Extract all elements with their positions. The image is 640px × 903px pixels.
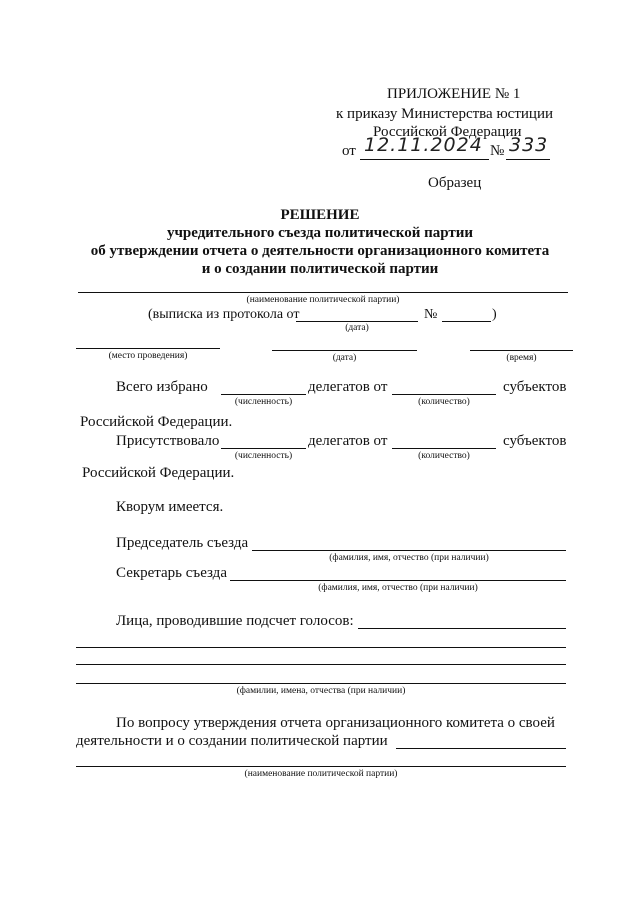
order-date-line [360,159,489,160]
present-continuation: Российской Федерации. [82,465,235,481]
place-line [76,348,220,349]
elected-count-caption: (численность) [234,397,293,407]
sample-label: Образец [428,175,482,191]
vote-counters-line-0 [358,628,566,629]
elected-count-line [221,394,306,395]
vote-counters-caption: (фамилии, имена, отчества (при наличии) [236,686,406,696]
protocol-number-line [442,321,491,322]
vote-counters-line-1 [76,647,566,648]
elected-subjects-line [392,394,496,395]
protocol-extract-label: (выписка из протокола от [148,307,300,322]
place-caption: (место проведения) [108,351,188,361]
order-date-label: от [342,143,356,159]
order-number-label: № [490,143,505,159]
protocol-date-caption: (дата) [345,323,369,333]
present-count-caption: (численность) [234,451,293,461]
party-name-line [78,292,568,293]
elected-delegates-from: делегатов от [308,379,388,395]
decision-subtitle-3: и о создании политической партии [201,261,439,277]
elected-subjects-word: субъектов [503,379,567,395]
chairman-label: Председатель съезда [116,535,249,551]
protocol-date-line [296,321,418,322]
protocol-number-label: № [424,307,438,322]
question-line-1: По вопросу утверждения отчета организационного комитета о своей [116,715,555,731]
meeting-date-line [272,350,417,351]
secretary-label: Секретарь съезда [116,565,227,581]
question-party-caption: (наименование политической партии) [244,769,398,779]
vote-counters-line-2 [76,664,566,665]
present-delegates-from: делегатов от [308,433,388,449]
time-line [470,350,573,351]
protocol-close-paren: ) [492,307,497,322]
elected-qty-caption: (количество) [418,397,470,407]
elected-label: Всего избрано [116,379,208,395]
secretary-caption: (фамилия, имя, отчество (при наличии) [318,583,478,593]
question-line-2: деятельности и о создании политической партии [76,733,388,749]
present-subjects-line [392,448,496,449]
decision-title: РЕШЕНИЕ [280,207,360,223]
present-count-line [221,448,306,449]
meeting-date-caption: (дата) [332,353,357,363]
appendix-title: ПРИЛОЖЕНИЕ № 1 [387,86,521,102]
decision-subtitle-2: об утверждении отчета о деятельности организационного комитета [90,243,550,259]
order-number-handwritten: 333 [509,134,549,156]
present-subjects-word: субъектов [503,433,567,449]
order-date-handwritten: 12.11.2024 [364,134,483,156]
vote-counters-line-3 [76,683,566,684]
time-caption: (время) [506,353,537,363]
present-label: Присутствовало [116,433,220,449]
order-authority: Российской Федерации [373,124,522,140]
decision-subtitle-1: учредительного съезда политической партии [166,225,474,241]
elected-continuation: Российской Федерации. [80,414,233,430]
order-reference: к приказу Министерства юстиции [336,106,553,122]
chairman-caption: (фамилия, имя, отчество (при наличии) [329,553,489,563]
order-number-line [506,159,550,160]
secretary-line [230,580,566,581]
party-name-caption: (наименование политической партии) [246,295,400,305]
vote-counters-label: Лица, проводившие подсчет голосов: [116,613,354,629]
chairman-line [252,550,566,551]
question-party-line-0 [396,748,566,749]
quorum-text: Кворум имеется. [116,499,224,515]
present-qty-caption: (количество) [418,451,470,461]
question-party-line-1 [76,766,566,767]
